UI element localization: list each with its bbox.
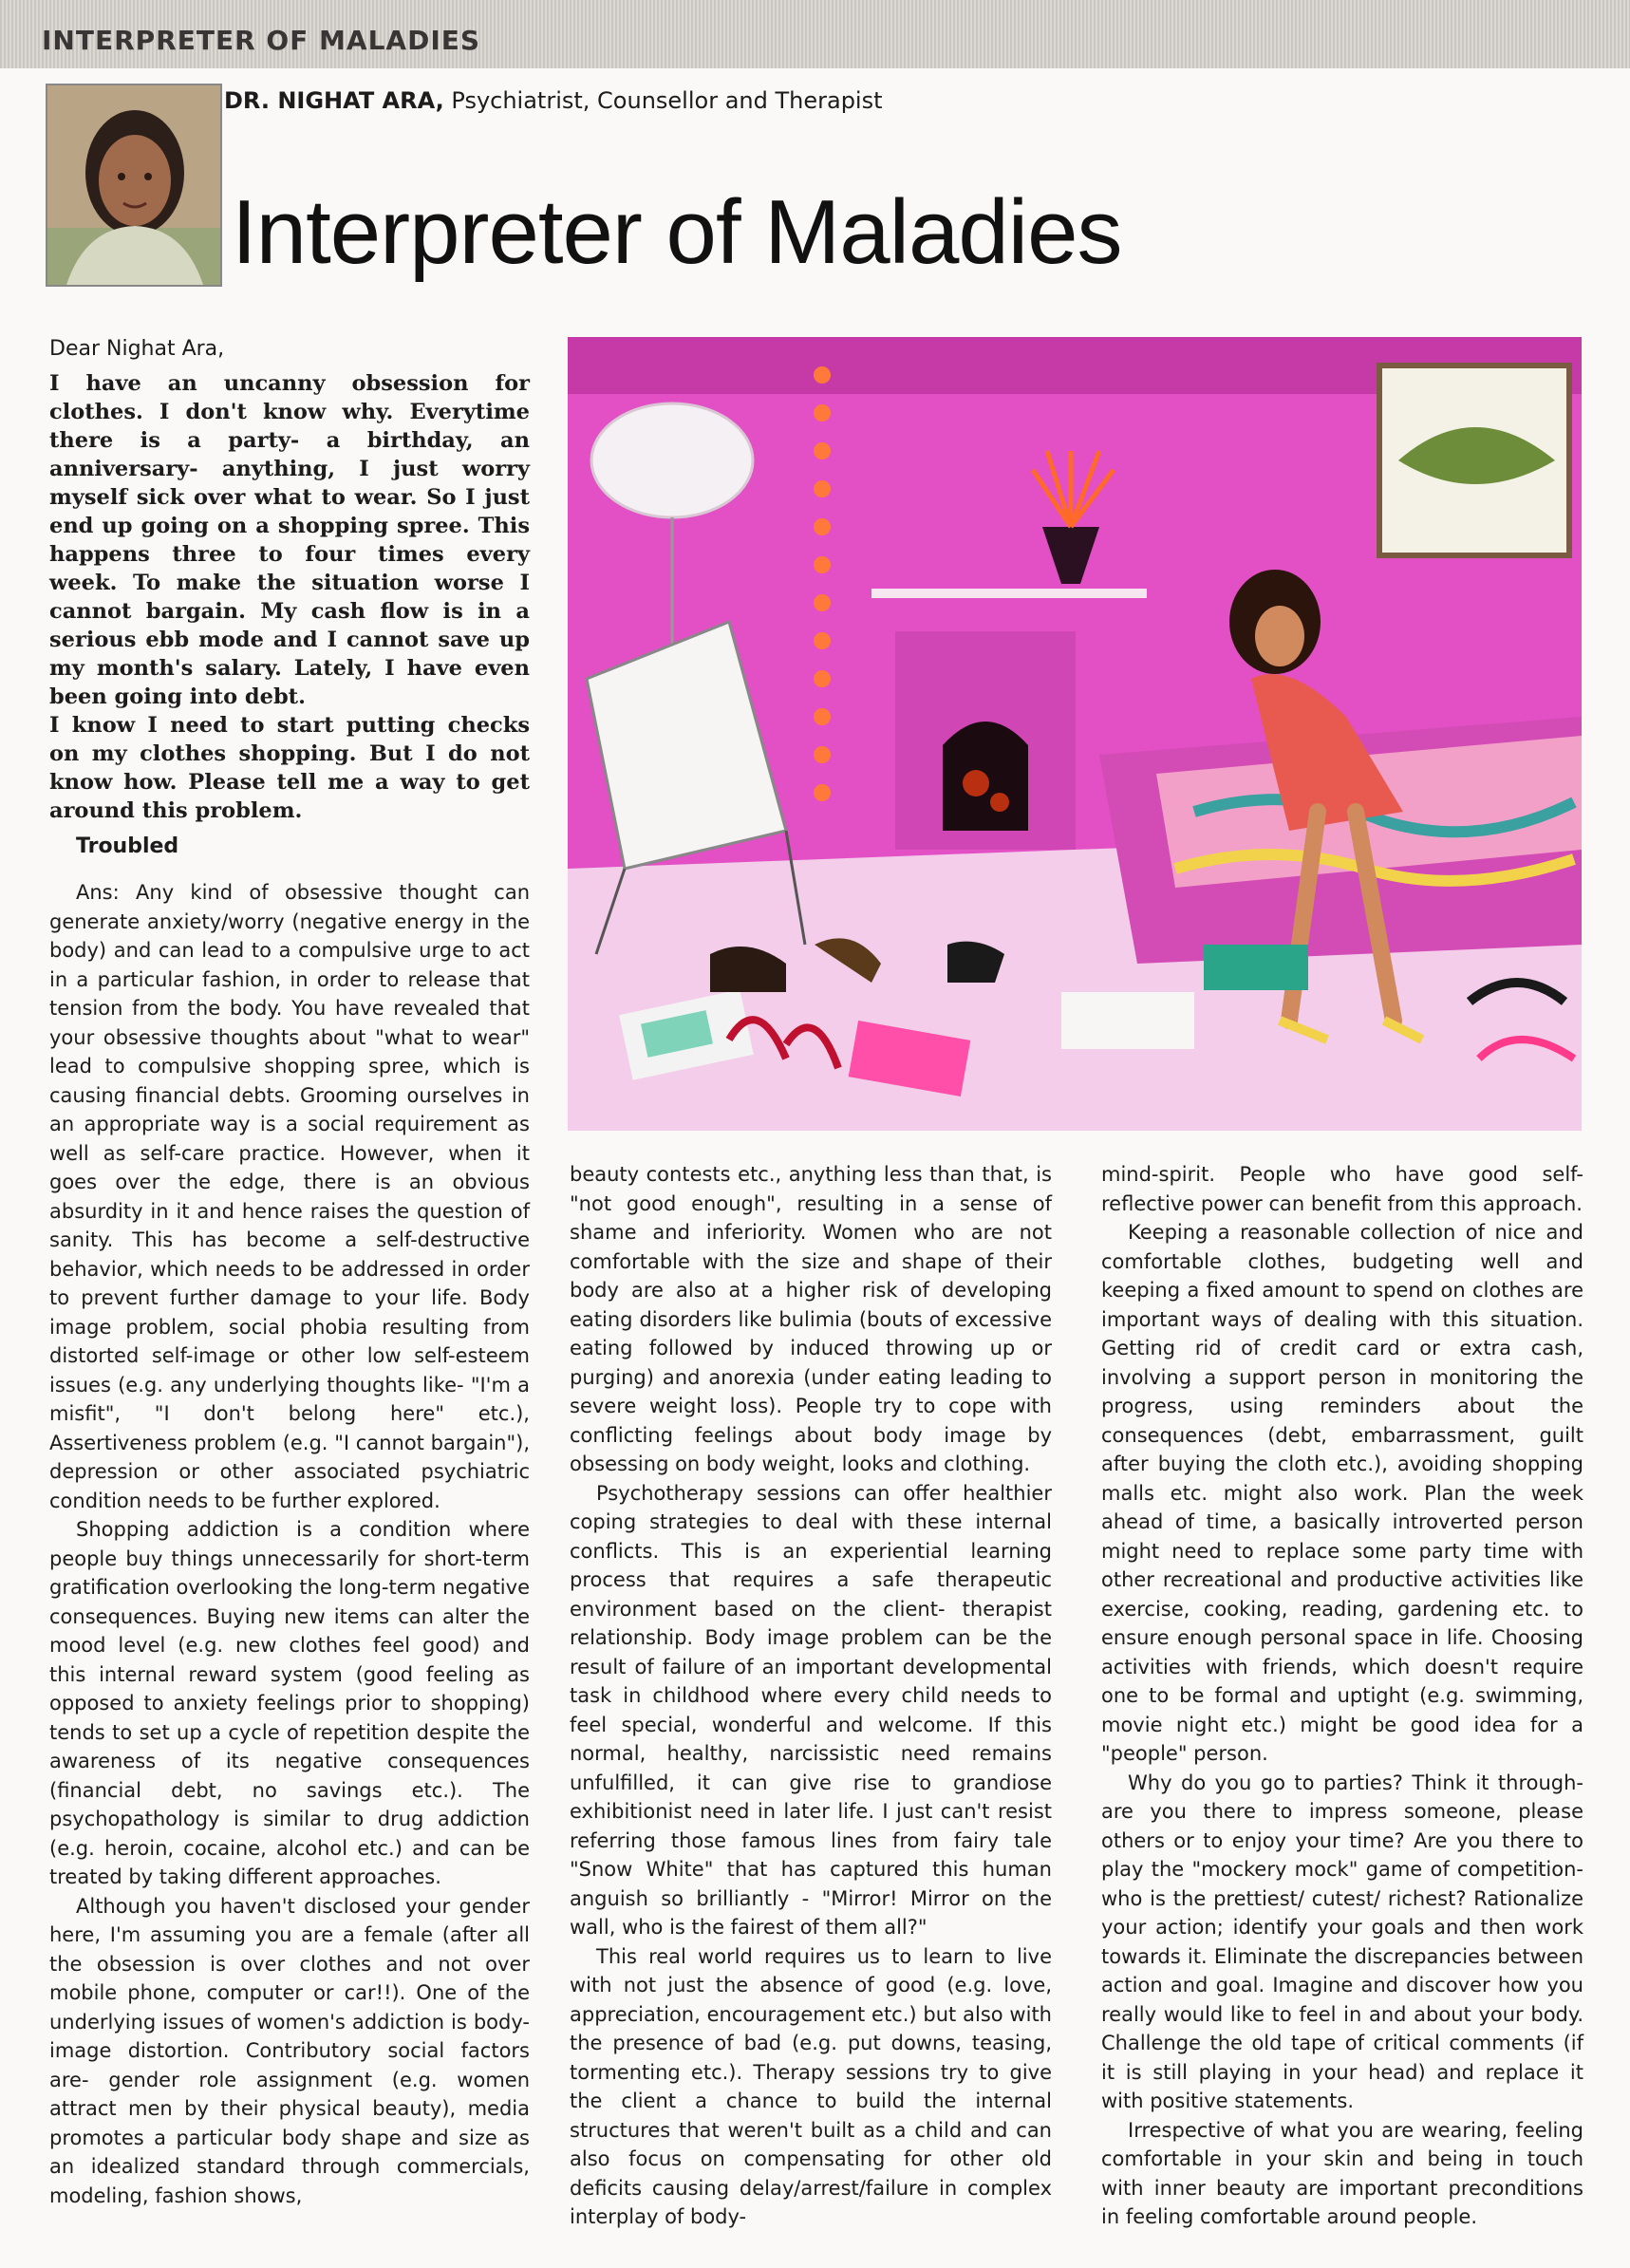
answer-paragraph: beauty contests etc., anything less than that, is "not good enough", resulting in a sense of shame and inferiority. Women who are not comfortable with the size and shape of their body are also at a higher risk of developing eating disorders like bulimia (bouts of excessive eating followed by induced throwing up or purging) and anorexia (under eating leading to severe weight loss). People try to cope with conflicting feelings about body image by obsessing on body weight, looks and clothing. (570, 1163, 1052, 1475)
answer-paragraph: Why do you go to parties? Think it through- are you there to impress someone, please others or to enjoy your time? Are you there to play the "mockery mock" game of competition- who is the prettiest/ cutest/ richest? Rationalize your action; identify your goals and then work towards it. Eliminate the discrepancies between action and goal. Imagine and discover how you really would like to feel in and about your body. Challenge the old tape of critical comments (if it is still playing in your head) and replace it with positive statements. (1101, 1771, 1583, 2112)
answer-paragraph: This real world requires us to learn to live with not just the absence of good (e.g. love, appreciation, encouragement etc.) but also with the presence of bad (e.g. put downs, teasing, tormenting etc.). Therapy sessions try to give the client a chance to build the internal structures that weren't built as a child and can also focus on compensating for other old deficits causing delay/arrest/failure in complex interplay of body- (570, 1944, 1052, 2228)
answer-paragraph: Shopping addiction is a condition where people buy things unnecessarily for short-term gratification overlooking the long-term negative consequences. Buying new items can alter the mood level (e.g. new clothes feel good) and this internal reward system (good feeling as opposed to anxiety feelings prior to shopping) tends to set up a cycle of repetition despite the awareness of its negative consequences (financial debt, no savings etc.). The psychopathology is similar to drug addiction (e.g. heroin, cocaine, alcohol etc.) and can be treated by taking different approaches. (49, 1518, 530, 1888)
letter-paragraph: I have an uncanny obsession for clothes. I don't know why. Everytime there is a party- a birthday, an anniversary- anything, I just worry myself sick over what to wear. So I just end up going on a shopping spree. This happens three to four times every week. To make the situation worse I cannot bargain. My cash flow is in a serious ebb mode and I cannot save up my month's salary. Lately, I have even been going into debt. (49, 371, 530, 709)
author-role: Psychiatrist, Counsellor and Therapist (451, 87, 883, 114)
letter-signature: Troubled (76, 834, 179, 858)
illustration (568, 337, 1582, 1131)
answer-paragraph: Irrespective of what you are wearing, feeling comfortable in your skin and being in touch with inner beauty are important preconditions in feeling comfortable around people. (1101, 2118, 1583, 2228)
section-band (0, 0, 1630, 68)
reader-letter (49, 335, 530, 861)
answer-paragraph: Although you haven't disclosed your gender here, I'm assuming you are a female (after all the obsession is over clothes and not over mobile phone, computer or car!!). One of the underlying issues of women's addiction is body-image distortion. Contributory social factors are- gender role assignment (e.g. women attract men by their physical beauty), media promotes a particular body shape and size as an idealized standard through commercials, modeling, fashion shows, (49, 1894, 530, 2207)
author-name: DR. NIGHAT ARA, (224, 87, 444, 114)
answer-paragraph: mind-spirit. People who have good self-reflective power can benefit from this approach. (1101, 1163, 1583, 1215)
answer-column-1 (49, 878, 530, 2210)
answer-column-2 (570, 1160, 1052, 2232)
answer-column-3 (1101, 1160, 1583, 2232)
letter-salutation: Dear Nighat Ara, (49, 337, 225, 361)
section-band-title: INTERPRETER OF MALADIES (42, 25, 481, 56)
letter-paragraph: I know I need to start putting checks on my clothes shopping. But I do not know how. Please tell me a way to get around this problem. (49, 713, 530, 823)
answer-paragraph: Keeping a reasonable collection of nice and comfortable clothes, budgeting well and keeping a fixed amount to spend on clothes are important ways of dealing with this situation. Getting rid of credit card or extra cash, involving a support person in monitoring the progress, using reminders about the consequences (debt, embarrassment, guilt after buying the cloth etc.), avoiding shopping malls etc. might also work. Plan the week ahead of time, a basically introverted person might need to replace some party time with other recreational and productive activities like exercise, cooking, reading, gardening etc. to ensure enough personal space in life. Choosing activities with friends, which doesn't require one to be formal and uptight (e.g. swimming, movie night etc.) might be good idea for a "people" person. (1101, 1221, 1583, 1765)
page-title: Interpreter of Maladies (232, 181, 1122, 283)
author-portrait-icon (47, 85, 220, 285)
author-photo (46, 84, 222, 287)
bedroom-illustration-icon (568, 337, 1582, 1131)
byline (224, 87, 883, 114)
answer-paragraph: Psychotherapy sessions can offer healthier coping strategies to deal with these internal conflicts. This is an experiential learning process that requires a safe therapeutic environment based on the client- therapist relationship. Body image problem can be the result of failure of an important developmental task in childhood where every child needs to feel special, wonderful and welcome. If this normal, healthy, narcissistic need remains unfulfilled, it can give rise to grandiose exhibitionist need in later life. I just can't resist referring those famous lines from fairy tale "Snow White" that has captured this human anguish so brilliantly - "Mirror! Mirror on the wall, who is the fairest of them all?" (570, 1481, 1052, 1939)
answer-paragraph: Ans: Any kind of obsessive thought can generate anxiety/worry (negative energy in the body) and can lead to a compulsive urge to act in a particular fashion, in order to release that tension from the body. You have revealed that your obsessive thoughts about "what to wear" lead to compulsive shopping spree, which is causing financial debts. Grooming ourselves in an appropriate way is a social requirement as well as self-care practice. However, when it goes over the edge, there is an obvious absurdity in it and hence raises the question of sanity. This has become a self-destructive behavior, which needs to be addressed in order to prevent further damage to your life. Body image problem, social phobia resulting from distorted self-image or other low self-esteem issues (e.g. any underlying thoughts like- "I'm a misfit", "I don't belong here" etc.), Assertiveness problem (e.g. "I cannot bargain"), depression or other associated psychiatric condition needs to be further explored. (49, 881, 530, 1512)
